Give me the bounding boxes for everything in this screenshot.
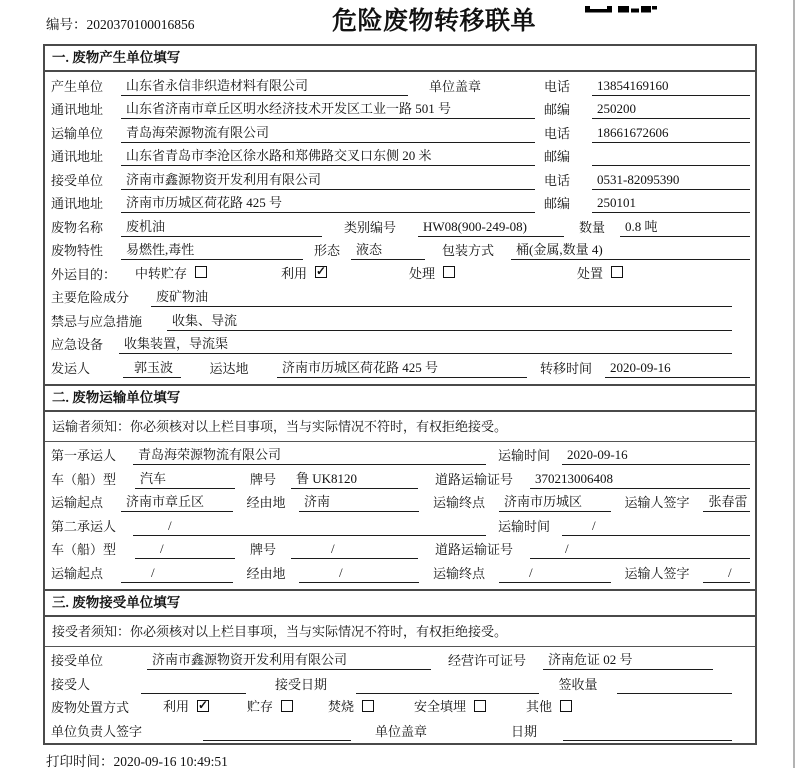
checkbox-unchecked-icon: [443, 266, 455, 278]
field-label: 接受单位: [51, 653, 104, 668]
field-label: 废物处置方式: [51, 700, 130, 715]
s1-row: [51, 72, 750, 96]
field-value: 鲁 UK8120: [291, 468, 418, 489]
field-value: 山东省青岛市李沧区徐水路和郑佛路交叉口东侧 20 米: [121, 145, 535, 166]
field-value: 易燃性,毒性: [121, 239, 303, 260]
field-label: 发运人: [51, 360, 91, 376]
field-label: 第一承运人: [51, 448, 117, 463]
field-label: 通讯地址: [51, 149, 104, 164]
field-value: 济南市历城区荷花路 425 号: [277, 357, 527, 378]
field-label: 签收量: [558, 676, 598, 692]
field-value: 汽车: [135, 468, 235, 489]
checkbox-option: [328, 696, 414, 717]
field-value: 液态: [351, 239, 425, 260]
s2-row: [51, 536, 750, 560]
checkbox-option: [409, 263, 577, 284]
s1-row: [51, 190, 750, 214]
window-edge-divider: [793, 0, 795, 768]
checkbox-label: 利用: [163, 699, 190, 714]
section1-header: 一. 废物产生单位填写: [45, 46, 755, 72]
field-value: 收集装置，导流渠: [119, 333, 732, 354]
section3-header: 三. 废物接受单位填写: [45, 589, 755, 617]
s2-row: [51, 559, 750, 583]
checkbox-option: [526, 696, 750, 717]
field-label: 通讯地址: [51, 196, 104, 211]
field-value: /: [703, 565, 750, 583]
s1-row: [51, 119, 750, 143]
field-value: 370213006408: [530, 471, 750, 489]
field-label: 产生单位: [51, 78, 104, 94]
s2-row: [51, 489, 750, 513]
field-label: 主要危险成分: [51, 290, 130, 305]
s1-row: [51, 284, 750, 308]
checkbox-label: 中转贮存: [135, 265, 188, 281]
qr-code-icon: [585, 0, 657, 18]
field-label: 运输起点: [51, 565, 104, 581]
field-label: 接受人: [51, 676, 91, 692]
s2-row: [51, 512, 750, 536]
field-label: 形态: [313, 243, 340, 258]
field-value: /: [133, 518, 486, 536]
s1-row: [51, 237, 750, 261]
section2-note: 运输者须知：你必须核对以上栏目事项，当与实际情况不符时，有权拒绝接受。: [45, 412, 755, 442]
checkbox-option: [577, 263, 750, 284]
field-label: 运输终点: [432, 565, 485, 581]
field-label: 邮编: [544, 102, 571, 117]
field-label: 运输起点: [51, 495, 104, 510]
field-label: 禁忌与应急措施: [51, 313, 143, 329]
field-label: 运输单位: [51, 125, 104, 141]
field-label: 道路运输证号: [434, 471, 513, 487]
s1-row: [51, 331, 750, 355]
field-value: [592, 150, 750, 166]
print-time-value: 2020-09-16 10:49:51: [113, 754, 228, 769]
field-value: /: [121, 565, 233, 583]
checkbox-label: 贮存: [247, 699, 274, 714]
doc-number: [46, 13, 195, 33]
field-label: 接受单位: [51, 172, 104, 188]
field-value: 济南: [299, 491, 419, 512]
field-value: /: [530, 541, 750, 559]
field-label: 接受日期: [274, 676, 327, 692]
field-label: 运输终点: [432, 495, 485, 510]
checkbox-unchecked-icon: [560, 700, 572, 712]
checkbox-label: 利用: [281, 265, 308, 281]
field-value: /: [291, 541, 418, 559]
field-value: /: [562, 518, 750, 536]
section2-header: 二. 废物运输单位填写: [45, 384, 755, 412]
s3-row: [51, 670, 750, 694]
checkbox-option: [247, 696, 328, 717]
field-label: 外运目的：: [51, 266, 117, 282]
field-label: 邮编: [544, 196, 571, 211]
manifest-form: [43, 44, 757, 745]
field-label: 电话: [544, 125, 571, 141]
field-label: 运输时间: [497, 448, 550, 463]
field-value: 250200: [592, 101, 750, 119]
field-label: 邮编: [544, 149, 571, 164]
document-header: [0, 0, 796, 44]
checkbox-label: 其他: [526, 699, 553, 714]
field-value: 郭玉波: [123, 357, 181, 378]
field-label: 经由地: [246, 495, 286, 510]
field-label: 单位盖章: [428, 78, 481, 94]
checkbox-unchecked-icon: [362, 700, 374, 712]
field-label: 车（船）型: [51, 542, 117, 557]
field-value: /: [499, 565, 611, 583]
checkbox-option: [163, 696, 247, 717]
field-value: [203, 725, 351, 741]
checkbox-unchecked-icon: [611, 266, 623, 278]
field-label: 类别编号: [343, 219, 396, 235]
field-value: 张春雷: [703, 491, 750, 512]
checkbox-option: [281, 263, 409, 284]
field-label: 第二承运人: [51, 518, 117, 534]
field-label: 单位盖章: [374, 723, 427, 739]
field-label: 经营许可证号: [447, 653, 526, 668]
field-value: 18661672606: [592, 125, 750, 143]
field-label: 通讯地址: [51, 102, 104, 117]
field-label: 包装方式: [441, 243, 494, 258]
field-label: 电话: [544, 172, 571, 188]
field-label: 数量: [578, 219, 605, 235]
checkbox-label: 安全填埋: [414, 699, 467, 714]
field-value: 收集、导流: [167, 310, 732, 331]
field-label: 废物名称: [51, 219, 104, 235]
field-label: 转移时间: [539, 360, 592, 376]
print-time: [46, 750, 228, 770]
field-label: 应急设备: [51, 337, 104, 352]
section2-rows: [45, 442, 755, 589]
field-value: 废机油: [121, 216, 322, 237]
field-value: [563, 725, 732, 741]
s2-row: [51, 465, 750, 489]
checkbox-checked-icon: ✓: [198, 697, 209, 712]
s1-row: [51, 354, 750, 378]
field-value: 青岛海荣源物流有限公司: [121, 122, 535, 143]
s1-row: [51, 143, 750, 167]
s1-row: [51, 260, 750, 284]
field-value: 0531-82095390: [592, 172, 750, 190]
checkbox-checked-icon: ✓: [316, 264, 327, 278]
field-value: 济南市鑫源物资开发利用有限公司: [147, 649, 431, 670]
checkbox-unchecked-icon: [281, 700, 293, 712]
field-label: 电话: [544, 78, 571, 94]
checkbox-option: [414, 696, 526, 717]
section3-note: 接受者须知：你必须核对以上栏目事项，当与实际情况不符时，有权拒绝接受。: [45, 617, 755, 647]
field-label: 运达地: [209, 360, 249, 376]
field-label: 道路运输证号: [434, 542, 513, 557]
field-label: 车（船）型: [51, 471, 117, 487]
field-label: 经由地: [246, 565, 286, 581]
field-value: 济南市鑫源物资开发利用有限公司: [121, 169, 535, 190]
field-value: HW08(900-249-08): [418, 219, 564, 237]
field-label: 废物特性: [51, 243, 104, 258]
page-title: 危险废物转移联单: [332, 8, 537, 35]
field-value: 2020-09-16: [562, 447, 750, 465]
section3-rows: [45, 647, 755, 743]
doc-number-label: 编号：: [46, 17, 87, 32]
field-value: 2020-09-16: [605, 360, 750, 378]
field-label: 运输时间: [497, 518, 550, 534]
checkbox-unchecked-icon: [195, 266, 207, 278]
field-value: [356, 678, 539, 694]
field-value: [617, 678, 732, 694]
field-value: [141, 678, 246, 694]
s1-row: [51, 213, 750, 237]
field-value: 济南危证 02 号: [543, 649, 713, 670]
s1-row: [51, 166, 750, 190]
field-label: 运输人签字: [624, 565, 690, 581]
checkbox-option: [135, 263, 281, 284]
field-label: 运输人签字: [624, 495, 690, 510]
field-value: /: [299, 565, 419, 583]
field-label: 牌号: [249, 471, 276, 487]
s1-row: [51, 96, 750, 120]
field-value: 250101: [592, 195, 750, 213]
s3-row: [51, 647, 750, 671]
checkbox-unchecked-icon: [474, 700, 486, 712]
checkbox-label: 处置: [577, 265, 604, 281]
field-value: 青岛海荣源物流有限公司: [133, 444, 486, 465]
checkbox-label: 焚烧: [328, 699, 355, 714]
field-label: 日期: [511, 723, 538, 739]
field-value: 济南市历城区荷花路 425 号: [121, 192, 535, 213]
s1-row: [51, 307, 750, 331]
field-label: 单位负责人签字: [51, 723, 143, 739]
field-label: 牌号: [249, 542, 276, 557]
s3-row: [51, 694, 750, 718]
field-value: 13854169160: [592, 78, 750, 96]
doc-number-value: 2020370100016856: [86, 17, 195, 32]
field-value: 山东省济南市章丘区明水经济技术开发区工业一路 501 号: [121, 98, 535, 119]
s2-row: [51, 442, 750, 466]
field-value: /: [135, 541, 235, 559]
field-value: 山东省永信非织造材料有限公司: [121, 75, 408, 96]
section1-rows: [45, 72, 755, 384]
print-time-label: 打印时间：: [46, 754, 114, 769]
checkbox-label: 处理: [409, 265, 436, 281]
field-value: 0.8 吨: [620, 216, 750, 237]
field-value: 废矿物油: [151, 286, 732, 307]
field-value: 济南市历城区: [499, 491, 611, 512]
field-value: 桶(金属,数量 4): [511, 239, 750, 260]
s3-row: [51, 717, 750, 741]
field-value: 济南市章丘区: [121, 491, 233, 512]
